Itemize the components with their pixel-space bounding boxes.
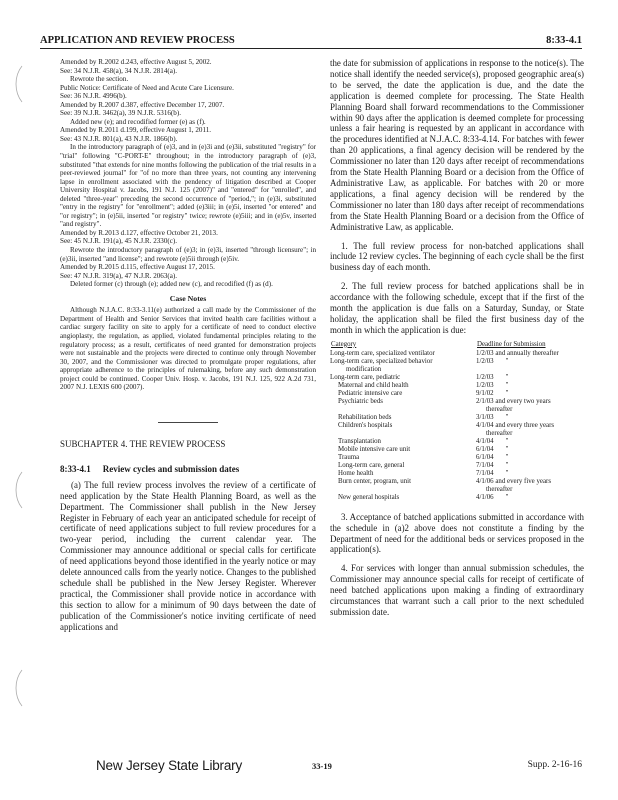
history-line: See: 47 N.J.R. 319(a), 47 N.J.R. 2063(a). bbox=[60, 271, 178, 280]
supplement-date: Supp. 2-16-16 bbox=[527, 760, 582, 770]
schedule-category: Pediatric intensive care bbox=[338, 389, 403, 397]
schedule-row bbox=[330, 398, 584, 414]
history-line: Public Notice: Certificate of Need and Acute Care Licensure. bbox=[60, 83, 234, 92]
schedule-row bbox=[330, 358, 584, 374]
history-notes bbox=[60, 58, 316, 392]
schedule-category-continued: modification bbox=[346, 365, 382, 373]
submission-schedule-table bbox=[330, 340, 584, 502]
schedule-deadline: 4/1/06 " bbox=[476, 493, 509, 501]
schedule-row bbox=[330, 438, 584, 446]
schedule-deadline: 7/1/04 " bbox=[476, 469, 509, 477]
schedule-deadline: 4/1/04 " bbox=[476, 437, 509, 445]
schedule-deadline: 4/1/04 and every three years bbox=[476, 421, 555, 429]
schedule-category: Long-term care, specialized ventilator bbox=[330, 349, 435, 357]
running-header bbox=[40, 32, 582, 49]
schedule-deadline: 4/1/06 and every five years bbox=[476, 477, 552, 485]
schedule-header-category: Category bbox=[331, 340, 357, 348]
schedule-category: Long-term care, specialized behavior bbox=[330, 357, 433, 365]
schedule-category: Long-term care, pediatric bbox=[330, 373, 401, 381]
schedule-row bbox=[330, 446, 584, 454]
history-line: Amended by R.2007 d.387, effective December 17, 2007. bbox=[60, 100, 225, 109]
scan-margin-mark bbox=[10, 64, 24, 104]
schedule-deadline: 9/1/02 " bbox=[476, 389, 509, 397]
schedule-deadline: 1/2/03 " bbox=[476, 381, 509, 389]
history-line: Amended by R.2013 d.127, effective October 21, 2013. bbox=[60, 228, 218, 237]
schedule-deadline-continued: thereafter bbox=[486, 485, 513, 493]
section-title: Review cycles and submission dates bbox=[102, 463, 240, 474]
history-line: Amended by R.2011 d.199, effective August 1, 2011. bbox=[60, 126, 212, 135]
schedule-category: Maternal and child health bbox=[338, 381, 409, 389]
section-heading bbox=[60, 464, 316, 474]
schedule-row bbox=[330, 462, 584, 470]
schedule-row bbox=[330, 494, 584, 502]
schedule-category: Home health bbox=[338, 469, 374, 477]
schedule-deadline: 1/2/03 " bbox=[476, 373, 509, 381]
schedule-deadline-continued: thereafter bbox=[486, 405, 513, 413]
history-line: Rewrote the introductory paragraph of (e)3; in (e)3i, inserted "through licensure"; in (e)3ii, inserted "and license"; and rewrote (e)5ii through (e)5iv. bbox=[60, 246, 316, 263]
schedule-category: Mobile intensive care unit bbox=[338, 445, 411, 453]
paragraph-a: (a) The full review process involves the review of a certificate of need application by the State Health Planning Board, as well as the Department. The Commissioner shall publish in the New Jersey Register in February of each year an anticipated schedule for receipt of certificate of need applications subject to full review procedures for a two-year period, including the current calendar year. The Commissioner may announce additional or special calls for certificate of need applications beyond those identified in the yearly notice or may delete announced calls from the yearly notice. Changes to the published schedule shall be published in the New Jersey Register. Wherever practical, the Commissioner shall provide notice in accordance with this section to allow for a minimum of 90 days between the date of publication of the Commissioner's notice inviting certificate of need applications and bbox=[60, 479, 316, 632]
scan-margin-mark bbox=[10, 470, 24, 510]
schedule-row bbox=[330, 478, 584, 494]
page-footer bbox=[40, 756, 582, 776]
history-line: Rewrote the section. bbox=[70, 75, 129, 84]
schedule-deadline: 3/1/03 " bbox=[476, 413, 509, 421]
schedule-category: Rehabilitation beds bbox=[338, 413, 392, 421]
schedule-deadline-continued: thereafter bbox=[486, 429, 513, 437]
left-column bbox=[60, 58, 316, 632]
schedule-deadline: 1/2/03 " bbox=[476, 357, 509, 365]
schedule-category: Children's hospitals bbox=[338, 421, 393, 429]
paragraph-4: 4. For services with longer than annual submission schedules, the Commissioner may announce special calls for receipt of certificate of need batched applications upon making a finding of extraordinary circumstances that warrant such a call prior to the next scheduled submission date. bbox=[330, 563, 584, 617]
schedule-deadline: 6/1/04 " bbox=[476, 445, 509, 453]
schedule-row bbox=[330, 350, 584, 358]
subchapter-heading: SUBCHAPTER 4. THE REVIEW PROCESS bbox=[60, 438, 226, 449]
schedule-row bbox=[330, 390, 584, 398]
schedule-row bbox=[330, 414, 584, 422]
schedule-category: Trauma bbox=[338, 453, 360, 461]
schedule-row bbox=[330, 422, 584, 438]
library-stamp: New Jersey State Library bbox=[96, 758, 243, 773]
header-section-number: 8:33-4.1 bbox=[546, 35, 582, 46]
schedule-deadline: 6/1/04 " bbox=[476, 453, 509, 461]
case-notes-text: Although N.J.A.C. 8:33-3.11(e) authorized a call made by the Commissioner of the Department of Health and Senior Services that invited health care facilities without a cardiac surgery facility on site to apply for a certificate of need to conduct elective angioplasty, the regulation, as applied, violated fundamental principles relating to the regulatory process; as a result, certificates of need granted for demonstration projects were not sustainable and the projects were directed to continue only through November 30, 2007, and the Commissioner was directed to promulgate proper regulations, after appropriate adherence to the principles of rulemaking, before any such demonstration project could be continued. Cooper Univ. Hosp. v. Jacobs, 191 N.J. 125, 922 A.2d 731, 2007 N.J. LEXIS 600 (2007). bbox=[60, 306, 316, 392]
schedule-category: Psychiatric beds bbox=[338, 397, 383, 405]
schedule-row bbox=[330, 382, 584, 390]
schedule-deadline: 7/1/04 " bbox=[476, 461, 509, 469]
case-notes-heading: Case Notes bbox=[169, 293, 207, 303]
history-line: See: 43 N.J.R. 801(a), 43 N.J.R. 1866(b). bbox=[60, 134, 178, 143]
history-line: See: 34 N.J.R. 458(a), 34 N.J.R. 2814(a). bbox=[60, 66, 178, 75]
right-column bbox=[330, 58, 584, 618]
schedule-body bbox=[330, 350, 584, 502]
paragraph-3: 3. Acceptance of batched applications submitted in accordance with the schedule in (a)2 above does not constitute a finding by the Department of need for the additional beds or services proposed in the application(s). bbox=[330, 511, 584, 555]
paragraph-2: 2. The full review process for batched applications shall be in accordance with the following schedule, except that if the first of the month the application is due falls on a Saturday, Sunday, or State holiday, the application shall be filed the first business day of the month in which the application is due: bbox=[330, 281, 584, 335]
schedule-deadline: 1/2/03 and annually thereafter bbox=[476, 349, 559, 357]
schedule-deadline: 2/1/03 and every two years bbox=[476, 397, 551, 405]
history-line: Amended by R.2002 d.243, effective August 5, 2002. bbox=[60, 58, 212, 66]
history-line: See: 39 N.J.R. 3462(a), 39 N.J.R. 5316(b). bbox=[60, 109, 181, 118]
scan-margin-mark bbox=[10, 668, 24, 708]
history-line: See: 45 N.J.R. 191(a), 45 N.J.R. 2330(c). bbox=[60, 237, 178, 246]
history-line: In the introductory paragraph of (e)3, and in (e)3i and (e)3ii, substituted "registry" for "trial" following "C-PORT-E" throughout; in the introductory paragraph of (e)3, substituted "that extends for nine months following the publication of the trial results in a peer-reviewed journal" for "of no more than three years, not counting any intervening lapse in enrollment associated with the pendency of litigation described at Cooper University Hospital v. Jacobs, 191 N.J. 125 (2007)" and "entered" for "enrolled", and deleted "three-year" preceding the second occurrence of "period,"; in (e)3i, substituted "entry in the registry" for "enrollment"; added (e)3iii; in (e)5i, inserted "or entered" and "or registry"; in (e)5ii, inserted "or registry" twice; rewrote (e)5iii; and in (e)5v, inserted "and registry". bbox=[60, 143, 316, 229]
schedule-category: Burn center, program, unit bbox=[338, 477, 412, 485]
history-line: Added new (e); and recodified former (e) as (f). bbox=[70, 117, 206, 126]
paragraph-a-continued: the date for submission of applications in response to the notice(s). The notice shall identify the needed service(s), proposed geographic area(s) to be served, the date the application is due, and the date the application is deemed complete for processing. The State Health Planning Board shall forward recommendations to the Commissioner within 90 days after the application is deemed complete for processing unless a fair hearing is requested by an applicant in accordance with the procedures identified at N.J.A.C. 8:33-4.14. For batches with fewer than 20 applications, a final agency decision will be rendered by the Commissioner no later than 120 days after receipt of recommendations from the State Health Planning Board or a decision from the Office of Administrative Law, as applicable. For batches with 20 or more applications, a final agency decision will be rendered by the Commissioner no later than 180 days after receipt of recommendations from the State Health Planning Board or a decision from the Office of Administrative Law, as applicable. bbox=[330, 58, 584, 232]
header-title: APPLICATION AND REVIEW PROCESS bbox=[40, 35, 235, 46]
section-number: 8:33-4.1 bbox=[60, 463, 91, 474]
history-line: Deleted former (c) through (e); added new (c), and recodified (f) as (d). bbox=[70, 280, 273, 289]
paragraph-1: 1. The full review process for non-batched applications shall include 12 review cycles. The beginning of each cycle shall be the first business day of each month. bbox=[330, 240, 584, 273]
history-line: See: 36 N.J.R. 4996(b). bbox=[60, 92, 127, 101]
schedule-row bbox=[330, 374, 584, 382]
schedule-category: Transplantation bbox=[338, 437, 382, 445]
schedule-category: New general hospitals bbox=[338, 493, 400, 501]
schedule-header-deadline: Deadline for Submission bbox=[477, 340, 546, 348]
schedule-category: Long-term care, general bbox=[338, 461, 405, 469]
schedule-row bbox=[330, 454, 584, 462]
page-number: 33-19 bbox=[312, 761, 332, 771]
section-divider bbox=[158, 422, 218, 423]
history-line: Amended by R.2015 d.115, effective August 17, 2015. bbox=[60, 263, 215, 272]
schedule-row bbox=[330, 470, 584, 478]
